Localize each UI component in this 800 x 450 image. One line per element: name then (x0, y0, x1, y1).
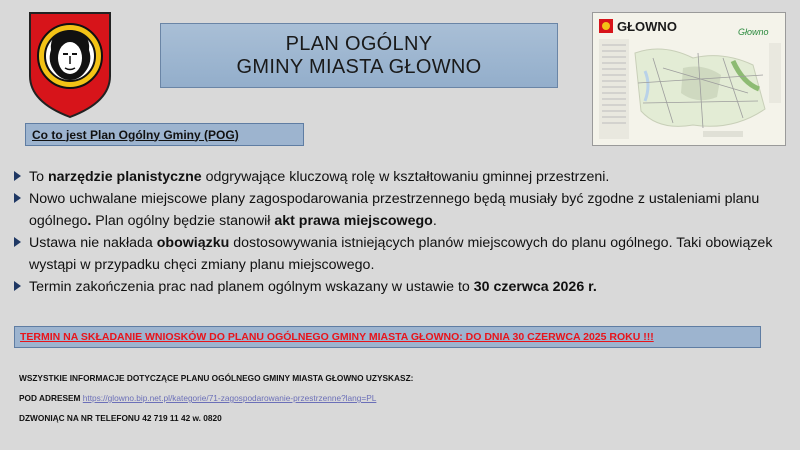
triangle-bullet-icon (14, 237, 21, 247)
bullet-3-bold-a: obowiązku (156, 235, 230, 251)
bullet-item-4 (14, 276, 784, 298)
bullet-2-text-c: . (432, 213, 437, 229)
city-map-image (592, 12, 786, 146)
info-address-line (19, 392, 413, 412)
triangle-bullet-icon (14, 281, 21, 291)
bullet-item-3 (14, 232, 784, 276)
bullet-item-2 (14, 188, 784, 232)
bullet-2-bold-a: . (87, 213, 92, 229)
bullet-1-bold-a: narzędzie planistyczne (47, 169, 202, 185)
section-heading (25, 123, 304, 146)
triangle-bullet-icon (14, 193, 21, 203)
address-prefix: POD ADRESEM (19, 393, 83, 403)
title-line-2: GMINY MIASTA GŁOWNO (236, 55, 482, 78)
bullet-list (14, 166, 784, 298)
map-title: GŁOWNO (617, 19, 677, 34)
bullet-4-text-a: Termin zakończenia prac nad planem ogólnym wskazany w ustawie to (29, 279, 474, 295)
section-heading-text: Co to jest Plan Ogólny Gminy (POG) (32, 127, 239, 142)
bullet-3-text-a: Ustawa nie nakłada (29, 235, 157, 251)
bullet-2-bold-b: akt prawa miejscowego (274, 213, 433, 229)
triangle-bullet-icon (14, 171, 21, 181)
map-logo: Głowno (738, 27, 769, 37)
deadline-text: TERMIN NA SKŁADANIE WNIOSKÓW DO PLANU OGÓLNEGO GMINY MIASTA GŁOWNO: DO DNIA 30 CZERWCA 2025 ROKU !!! (20, 331, 654, 343)
coat-of-arms-icon (27, 10, 113, 120)
map-illustration (593, 13, 785, 145)
bullet-1-text-a: To (29, 169, 48, 185)
contact-info (19, 372, 413, 432)
deadline-banner (14, 326, 761, 348)
page-title (160, 23, 558, 88)
bullet-3-text-b: dostosowywania istniejących planów miejscowych do planu ogólnego. Taki obowiązek wystąpi w przypadku chęci zmiany planu miejscowego. (29, 235, 773, 273)
info-phone: DZWONIĄC NA NR TELEFONU 42 719 11 42 w. 0820 (19, 413, 222, 423)
bullet-4-bold-a: 30 czerwca 2026 r. (473, 279, 597, 295)
bip-link[interactable]: https://glowno.bip.net.pl/kategorie/71-zagospodarowanie-przestrzenne?lang=PL (82, 393, 377, 403)
bullet-item-1 (14, 166, 784, 188)
bullet-2-text-b: Plan ogólny będzie stanowił (91, 213, 275, 229)
bullet-1-text-b: odgrywające kluczową rolę w kształtowaniu gminnej przestrzeni. (201, 169, 610, 185)
title-line-1: PLAN OGÓLNY (285, 32, 433, 55)
info-intro: WSZYSTKIE INFORMACJE DOTYCZĄCE PLANU OGÓLNEGO GMINY MIASTA GŁOWNO UZYSKASZ: (19, 373, 414, 383)
bullet-2-text-a: Nowo uchwalane miejscowe plany zagospodarowania przestrzennego będą musiały być zgodne z ustaleniami planu ogólnego (29, 191, 760, 229)
